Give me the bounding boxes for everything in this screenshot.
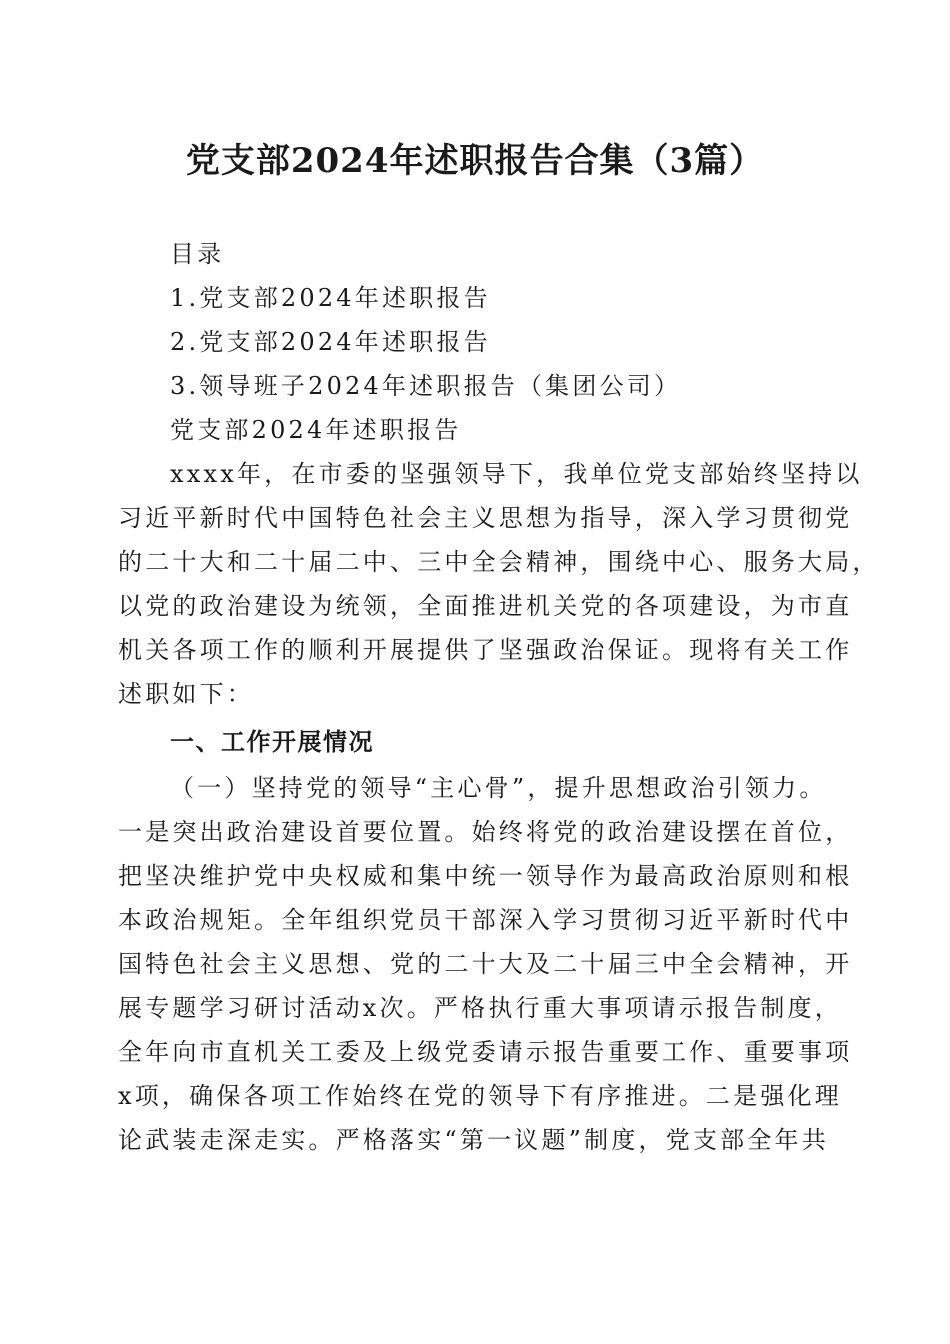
paragraph1-line: 述职如下： (118, 680, 254, 708)
toc-item-3: 3.领导班子2024年述职报告（集团公司） (170, 372, 682, 400)
paragraph1-line: 习近平新时代中国特色社会主义思想为指导，深入学习贯彻党 (118, 504, 853, 532)
paragraph1-line: 的二十大和二十届二中、三中全会精神，围绕中心、服务大局， (118, 548, 880, 576)
section1-paragraph-line: 把坚决维护党中央权威和集中统一领导作为最高政治原则和根 (118, 862, 853, 890)
document-title: 党支部2024年述职报告合集（3篇） (185, 141, 765, 181)
section1-paragraph-line: 全年向市直机关工委及上级党委请示报告重要工作、重要事项 (118, 1038, 853, 1066)
section1-paragraph-line: 国特色社会主义思想、党的二十大及二十届三中全会精神，开 (118, 950, 853, 978)
article-title: 党支部2024年述职报告 (170, 416, 462, 444)
toc-item-2: 2.党支部2024年述职报告 (170, 328, 491, 356)
section1-paragraph-line: 论武装走深走实。严格落实“第一议题”制度，党支部全年共 (118, 1126, 829, 1154)
paragraph1-line: 以党的政治建设为统领，全面推进机关党的各项建设，为市直 (118, 592, 853, 620)
paragraph1-line: xxxx年，在市委的坚强领导下，我单位党支部始终坚持以 (170, 460, 863, 488)
section1-paragraph-line: 展专题学习研讨活动x次。严格执行重大事项请示报告制度， (118, 994, 842, 1022)
paragraph1-line: 机关各项工作的顺利开展提供了坚强政治保证。现将有关工作 (118, 636, 853, 664)
section1-paragraph-line: x项，确保各项工作始终在党的领导下有序推进。二是强化理 (118, 1082, 842, 1110)
section1-paragraph-line: （一）坚持党的领导“主心骨”，提升思想政治引领力。 (170, 774, 827, 802)
section1-paragraph-line: 本政治规矩。全年组织党员干部深入学习贯彻习近平新时代中 (118, 906, 853, 934)
section1-heading: 一、工作开展情况 (170, 728, 374, 756)
section1-paragraph-line: 一是突出政治建设首要位置。始终将党的政治建设摆在首位， (118, 818, 853, 846)
toc-item-1: 1.党支部2024年述职报告 (170, 284, 491, 312)
toc-label: 目录 (170, 240, 225, 268)
